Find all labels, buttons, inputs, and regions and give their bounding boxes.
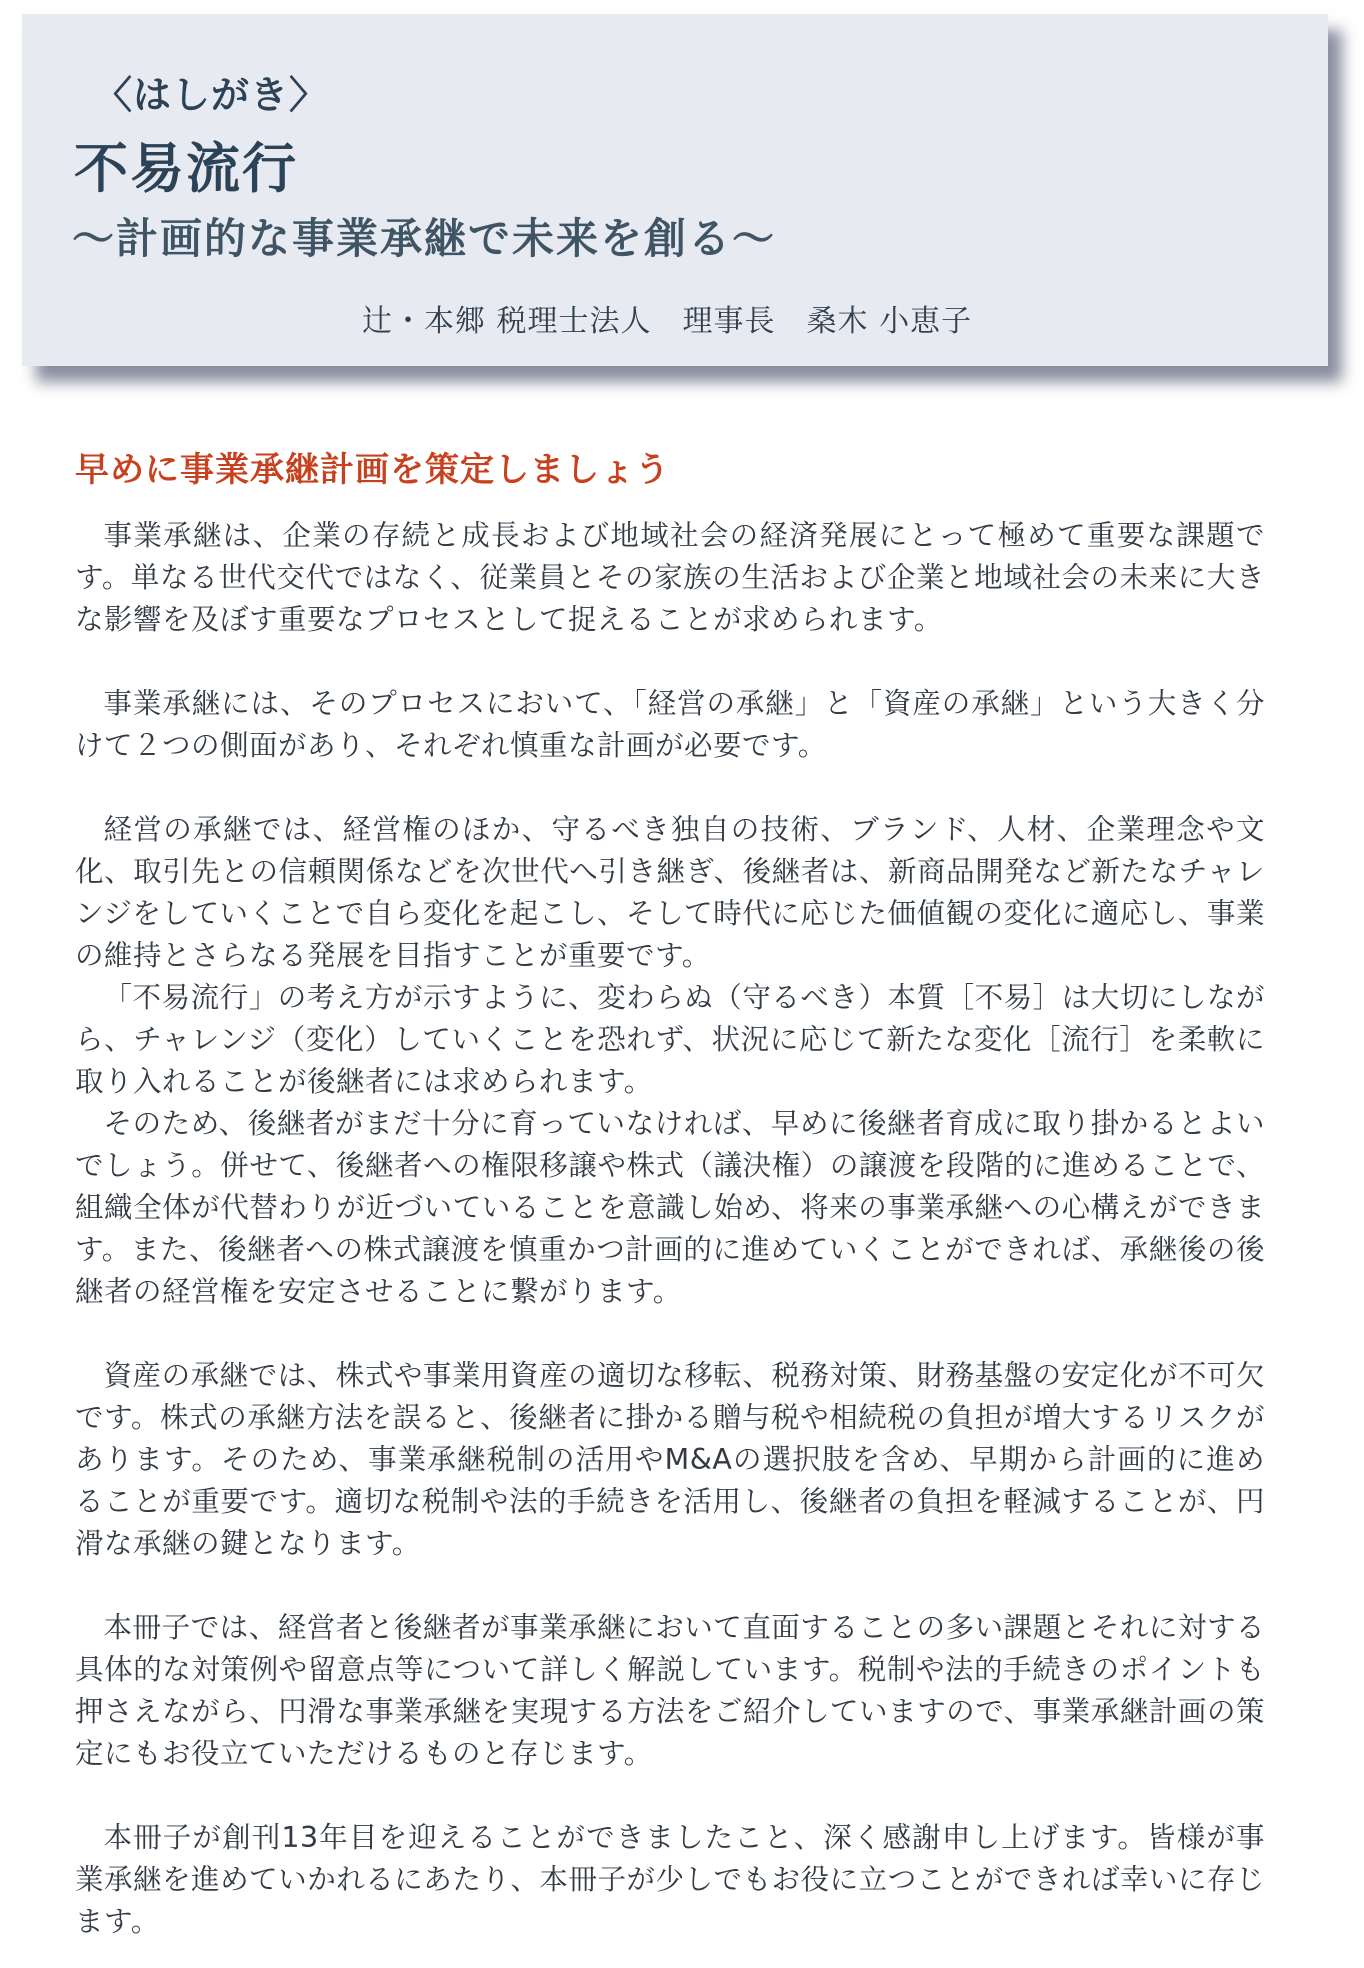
section-heading: 早めに事業承継計画を策定しましょう	[75, 450, 670, 490]
paragraph-6: 資産の承継では、株式や事業用資産の適切な移転、税務対策、財務基盤の安定化が不可欠です。株式の承継方法を誤ると、後継者に掛かる贈与税や相続税の負担が増大するリスクがあります。そのため、事業承継税制の活用やM&Aの選択肢を含め、早期から計画的に進めることが重要です。適切な税制や法的手続きを活用し、後継者の負担を軽減することが、円滑な承継の鍵となります。	[75, 1359, 1265, 1560]
preface-label: 〈はしがき〉	[94, 73, 329, 117]
paragraph-2: 事業承継には、そのプロセスにおいて、「経営の承継」と「資産の承継」という大きく分けて２つの側面があり、それぞれ慎重な計画が必要です。	[75, 687, 1265, 762]
paragraph-4: 「不易流行」の考え方が示すように、変わらぬ（守るべき）本質［不易］は大切にしながら、チャレンジ（変化）していくことを恐れず、状況に応じて新たな変化［流行］を柔軟に取り入れることが後継者には求められます。	[75, 981, 1265, 1098]
author-line: 辻・本郷 税理士法人 理事長 桑木 小恵子	[362, 304, 973, 339]
body-text	[75, 515, 1265, 1943]
page-title: 不易流行	[74, 137, 298, 200]
paragraph-5: そのため、後継者がまだ十分に育っていなければ、早めに後継者育成に取り掛かるとよいでしょう。併せて、後継者への権限移譲や株式（議決権）の譲渡を段階的に進めることで、組織全体が代替わりが近づいていることを意識し始め、将来の事業承継への心構えができます。また、後継者への株式譲渡を慎重かつ計画的に進めていくことができれば、承継後の後継者の経営権を安定させることに繋がります。	[75, 1107, 1265, 1308]
paragraph-3: 経営の承継では、経営権のほか、守るべき独自の技術、ブランド、人材、企業理念や文化、取引先との信頼関係などを次世代へ引き継ぎ、後継者は、新商品開発など新たなチャレンジをしていくことで自ら変化を起こし、そして時代に応じた価値観の変化に適応し、事業の維持とさらなる発展を目指すことが重要です。	[75, 813, 1265, 972]
paragraph-1: 事業承継は、企業の存続と成長および地域社会の経済発展にとって極めて重要な課題です。単なる世代交代ではなく、従業員とその家族の生活および企業と地域社会の未来に大きな影響を及ぼす重要なプロセスとして捉えることが求められます。	[75, 519, 1265, 636]
paragraph-8: 本冊子が創刊13年目を迎えることができましたこと、深く感謝申し上げます。皆様が事業承継を進めていかれるにあたり、本冊子が少しでもお役に立つことができれば幸いに存じます。	[75, 1821, 1265, 1938]
paragraph-7: 本冊子では、経営者と後継者が事業承継において直面することの多い課題とそれに対する具体的な対策例や留意点等について詳しく解説しています。税制や法的手続きのポイントも押さえながら、円滑な事業承継を実現する方法をご紹介していますので、事業承継計画の策定にもお役立ていただけるものと存じます。	[75, 1611, 1265, 1770]
header-box	[22, 14, 1328, 366]
page-subtitle: 〜計画的な事業承継で未来を創る〜	[72, 214, 777, 263]
